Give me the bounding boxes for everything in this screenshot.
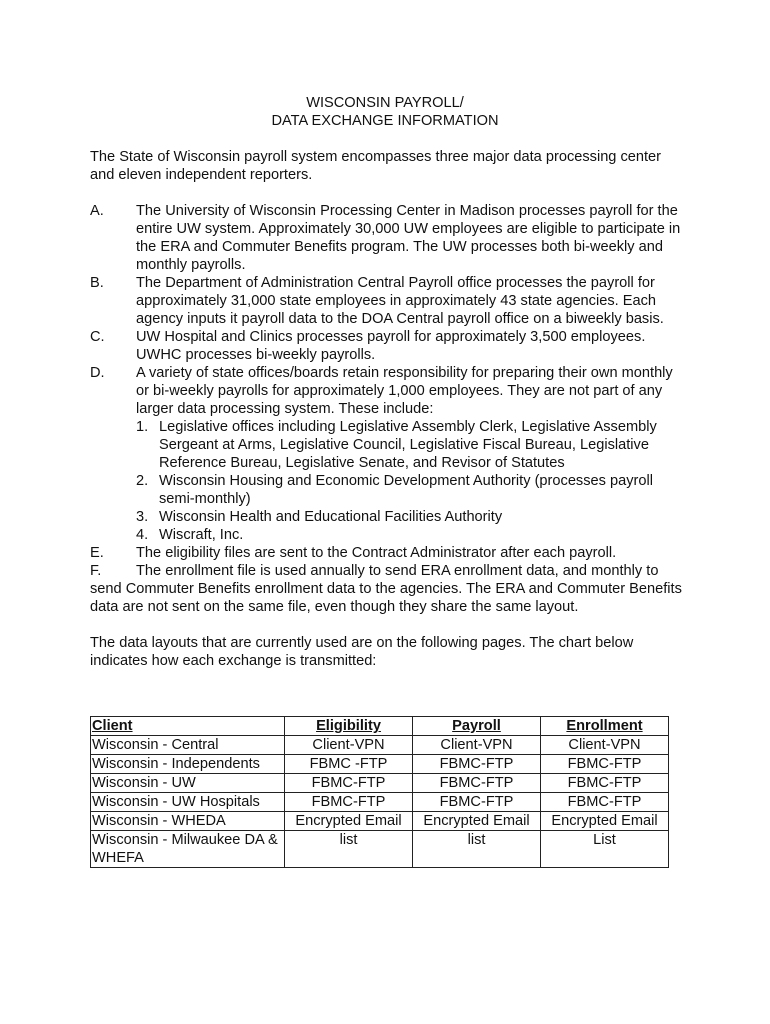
document-page bbox=[90, 94, 690, 866]
sub-list-item-4 bbox=[136, 526, 690, 544]
sub-list bbox=[136, 418, 690, 544]
table-header-row bbox=[91, 717, 669, 736]
sub-list-text: Wiscraft, Inc. bbox=[159, 527, 244, 543]
intro-paragraph: The State of Wisconsin payroll system encompasses three major data processing center and eleven independent reporters. bbox=[90, 149, 662, 183]
document-title bbox=[90, 94, 680, 130]
list-item-f bbox=[90, 562, 690, 616]
sub-list-number: 3. bbox=[136, 509, 149, 525]
cell-client: Wisconsin - Independents bbox=[91, 755, 285, 774]
list-item-b bbox=[90, 274, 690, 328]
list-item-text: The eligibility files are sent to the Contract Administrator after each payroll. bbox=[136, 545, 617, 561]
cell-enrollment: Client-VPN bbox=[541, 736, 669, 755]
cell-enrollment: FBMC-FTP bbox=[541, 793, 669, 812]
list-item-text: The enrollment file is used annually to send ERA enrollment data, and monthly to send Commuter Benefits enrollment data to the agencies. The ERA and Commuter Benefits data are not sent on the same file, even though they share the same layout. bbox=[90, 563, 682, 615]
sub-list-text: Legislative offices including Legislative Assembly Clerk, Legislative Assembly Sergeant at Arms, Legislative Council, Legislative Fiscal Bureau, Legislative Reference Bureau, Legislative Senate, and Revisor of Statutes bbox=[159, 419, 657, 471]
cell-client: Wisconsin - UW bbox=[91, 774, 285, 793]
list-item-letter: F. bbox=[90, 563, 102, 579]
cell-payroll: Encrypted Email bbox=[413, 812, 541, 831]
title-line-2: DATA EXCHANGE INFORMATION bbox=[271, 113, 499, 129]
header-payroll: Payroll bbox=[413, 717, 541, 736]
sub-list-item-3 bbox=[136, 508, 690, 526]
cell-enrollment: FBMC-FTP bbox=[541, 774, 669, 793]
sub-list-item-2 bbox=[136, 472, 690, 508]
cell-eligibility: list bbox=[285, 831, 413, 868]
cell-payroll: list bbox=[413, 831, 541, 868]
cell-enrollment: Encrypted Email bbox=[541, 812, 669, 831]
list-item-text: A variety of state offices/boards retain responsibility for preparing their own monthly or bi-weekly payrolls for approximately 1,000 employees. They are not part of any larger data processing system. These include: bbox=[136, 365, 673, 417]
exchange-table bbox=[90, 716, 669, 868]
list-item-text: The University of Wisconsin Processing Center in Madison processes payroll for the entire UW system. Approximately 30,000 UW employees are eligible to participate in the ERA and Commuter Benefits program. The UW processes both bi-weekly and monthly payrolls. bbox=[136, 203, 681, 273]
list-item-letter: B. bbox=[90, 275, 104, 291]
table-row bbox=[91, 736, 669, 755]
sub-list-number: 2. bbox=[136, 473, 149, 489]
list-item-e bbox=[90, 544, 690, 562]
cell-eligibility: Client-VPN bbox=[285, 736, 413, 755]
list-item-letter: A. bbox=[90, 203, 104, 219]
cell-client: Wisconsin - UW Hospitals bbox=[91, 793, 285, 812]
table-row bbox=[91, 812, 669, 831]
cell-enrollment: List bbox=[541, 831, 669, 868]
sub-list-item-1 bbox=[136, 418, 690, 472]
sub-list-number: 1. bbox=[136, 419, 149, 435]
cell-enrollment: FBMC-FTP bbox=[541, 755, 669, 774]
cell-eligibility: FBMC -FTP bbox=[285, 755, 413, 774]
cell-payroll: Client-VPN bbox=[413, 736, 541, 755]
cell-client: Wisconsin - Milwaukee DA & WHEFA bbox=[91, 831, 285, 868]
cell-payroll: FBMC-FTP bbox=[413, 793, 541, 812]
list-item-text: The Department of Administration Central Payroll office processes the payroll for approximately 31,000 state employees in approximately 43 state agencies. Each agency inputs it payroll data to the DOA Central payroll office on a biweekly basis. bbox=[136, 275, 664, 327]
cell-client: Wisconsin - Central bbox=[91, 736, 285, 755]
title-line-1: WISCONSIN PAYROLL/ bbox=[306, 95, 464, 111]
header-client: Client bbox=[91, 717, 285, 736]
processing-center-list bbox=[90, 202, 690, 616]
list-item-letter: C. bbox=[90, 329, 105, 345]
cell-payroll: FBMC-FTP bbox=[413, 774, 541, 793]
sub-list-text: Wisconsin Housing and Economic Development Authority (processes payroll semi-monthly) bbox=[159, 473, 653, 507]
table-row bbox=[91, 774, 669, 793]
sub-list-text: Wisconsin Health and Educational Facilities Authority bbox=[159, 509, 503, 525]
cell-client: Wisconsin - WHEDA bbox=[91, 812, 285, 831]
cell-payroll: FBMC-FTP bbox=[413, 755, 541, 774]
list-item-letter: D. bbox=[90, 365, 105, 381]
header-eligibility: Eligibility bbox=[285, 717, 413, 736]
table-row bbox=[91, 831, 669, 868]
list-item-d bbox=[90, 364, 690, 418]
list-item-letter: E. bbox=[90, 545, 104, 561]
list-item-text: UW Hospital and Clinics processes payroll for approximately 3,500 employees. UWHC processes bi-weekly payrolls. bbox=[136, 329, 646, 363]
list-item-a bbox=[90, 202, 690, 274]
table-row bbox=[91, 755, 669, 774]
header-enrollment: Enrollment bbox=[541, 717, 669, 736]
table-row bbox=[91, 793, 669, 812]
sub-list-number: 4. bbox=[136, 527, 149, 543]
cell-eligibility: FBMC-FTP bbox=[285, 793, 413, 812]
list-item-c bbox=[90, 328, 690, 364]
cell-eligibility: FBMC-FTP bbox=[285, 774, 413, 793]
layouts-paragraph: The data layouts that are currently used are on the following pages. The chart below indicates how each exchange is transmitted: bbox=[90, 635, 634, 669]
cell-eligibility: Encrypted Email bbox=[285, 812, 413, 831]
